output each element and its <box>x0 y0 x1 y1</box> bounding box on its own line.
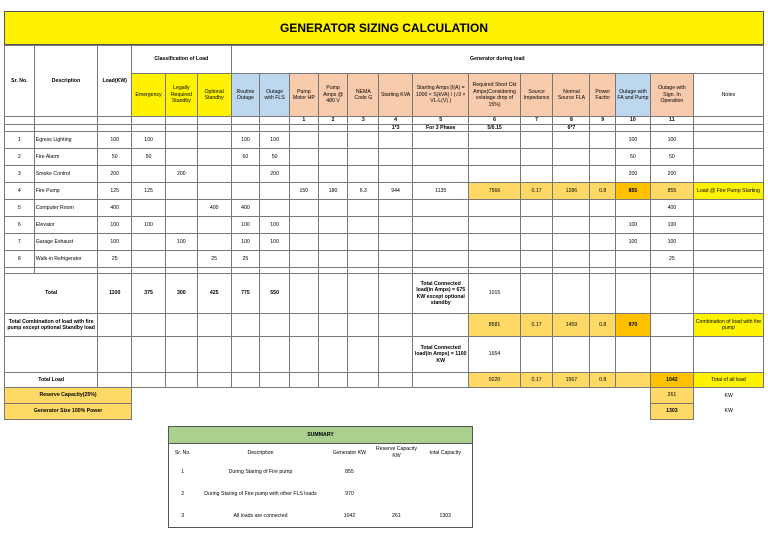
cell-sa: 1135 <box>413 183 469 200</box>
summary-sr: 2 <box>169 484 197 506</box>
cell-sc <box>469 251 520 268</box>
cell-si <box>520 132 553 149</box>
total-load-row <box>5 373 764 388</box>
table-row <box>5 234 764 251</box>
cell-pf <box>590 149 616 166</box>
total-connected-label: Total Connected load(in Amps) = 675 KW except optional standby <box>413 274 469 314</box>
cell-notes: Load @ Fire Pump Starting <box>693 183 763 200</box>
cell-fa <box>616 251 651 268</box>
cell-hp: 150 <box>290 183 319 200</box>
cell-ro: 100 <box>231 234 260 251</box>
summary-header-desc: Description <box>247 449 274 456</box>
cell-em <box>132 200 166 217</box>
header-outage-fls: Outage with FLS <box>260 74 290 117</box>
cell-si <box>520 217 553 234</box>
cell-sr: 8 <box>5 251 35 268</box>
cell-kva <box>379 234 413 251</box>
cell-ro: 50 <box>231 149 260 166</box>
cell-pf <box>590 234 616 251</box>
summary-row <box>169 462 473 484</box>
cell-amps <box>318 149 348 166</box>
table-row <box>5 251 764 268</box>
header-source-impedance: Source Impedance <box>520 74 553 117</box>
summary-sr: 1 <box>169 462 197 484</box>
cell-os: 25 <box>197 251 231 268</box>
page-title: GENERATOR SIZING CALCULATION <box>4 11 764 45</box>
generator-sizing-table <box>4 45 764 420</box>
cell-fls <box>260 183 290 200</box>
header-pump-motor-hp: Pump Motor HP <box>290 74 319 117</box>
cell-kva <box>379 251 413 268</box>
combo-fa: 970 <box>616 314 651 337</box>
header-starting-kva: Starting KVA <box>379 74 413 117</box>
cell-sr: 1 <box>5 132 35 149</box>
cell-notes <box>693 217 763 234</box>
total-optional: 425 <box>197 274 231 314</box>
total-load-pf: 0.8 <box>590 373 616 388</box>
col-number: 9 <box>590 117 616 125</box>
col-number: 6 <box>469 117 520 125</box>
header-normal-fla: Normal Source FLA <box>553 74 590 117</box>
total-short-ckt: 1015 <box>469 274 520 314</box>
cell-os <box>197 234 231 251</box>
total-legally-required: 300 <box>165 274 197 314</box>
total-load-fla: 1567 <box>553 373 590 388</box>
cell-notes <box>693 234 763 251</box>
cell-fls: 100 <box>260 132 290 149</box>
cell-fa: 100 <box>616 234 651 251</box>
cell-amps: 180 <box>318 183 348 200</box>
cell-nema <box>348 149 379 166</box>
header-load-kw: Load(KW) <box>98 46 132 117</box>
cell-amps <box>318 234 348 251</box>
cell-pf <box>590 200 616 217</box>
total-connected-1100-label: Total Connected load(in Amps) = 1100 KW <box>413 337 469 373</box>
cell-desc: Egress Lighting <box>34 132 98 149</box>
cell-lr <box>165 149 197 166</box>
header-legally-required: Legally Required Standby <box>165 74 197 117</box>
cell-lr <box>165 217 197 234</box>
cell-fla <box>553 217 590 234</box>
cell-sa <box>413 166 469 183</box>
generator-size-unit: KW <box>724 408 733 415</box>
cell-sign: 100 <box>650 234 693 251</box>
cell-fla <box>553 149 590 166</box>
cell-fls: 200 <box>260 166 290 183</box>
cell-fa: 100 <box>616 132 651 149</box>
total-label: Total <box>5 274 98 314</box>
cell-sign: 100 <box>650 217 693 234</box>
cell-pf <box>590 132 616 149</box>
combo-fla: 1459 <box>553 314 590 337</box>
col-number: 11 <box>650 117 693 125</box>
cell-nema <box>348 166 379 183</box>
cell-fla <box>553 132 590 149</box>
cell-sr: 5 <box>5 200 35 217</box>
header-short-ckt-amps: Required Short Ckt Amps(Considering volatage drop of 15%) <box>469 74 520 117</box>
header-starting-amps: Starting Amps [I(A) = 1000 × S(kVA) / (√3 × VL-L(V) ) <box>413 74 469 117</box>
cell-kva <box>379 166 413 183</box>
summary-tot <box>419 462 473 484</box>
summary-row <box>169 506 473 528</box>
cell-notes <box>693 132 763 149</box>
cell-sign: 855 <box>650 183 693 200</box>
cell-ro <box>231 183 260 200</box>
cell-fa <box>616 200 651 217</box>
cell-load: 200 <box>98 166 132 183</box>
cell-pf: 0.8 <box>590 183 616 200</box>
cell-lr <box>165 132 197 149</box>
header-power-factor: Power Factor <box>590 74 616 117</box>
cell-ro <box>231 166 260 183</box>
header-notes: Notes <box>693 74 763 117</box>
cell-fla <box>553 200 590 217</box>
cell-amps <box>318 132 348 149</box>
cell-em <box>132 234 166 251</box>
cell-desc: Fire Pump <box>34 183 98 200</box>
cell-sr: 6 <box>5 217 35 234</box>
cell-si <box>520 166 553 183</box>
cell-sa <box>413 132 469 149</box>
cell-os <box>197 132 231 149</box>
cell-fls: 50 <box>260 149 290 166</box>
cell-fls <box>260 251 290 268</box>
cell-desc: Fire Alarm <box>34 149 98 166</box>
cell-nema <box>348 132 379 149</box>
summary-gen: 970 <box>345 491 354 498</box>
cell-pf <box>590 217 616 234</box>
total-connected-short-ckt: 1654 <box>469 337 520 373</box>
cell-sa <box>413 234 469 251</box>
cell-em <box>132 166 166 183</box>
col-number: 5 <box>413 117 469 125</box>
cell-si <box>520 234 553 251</box>
cell-os: 400 <box>197 200 231 217</box>
cell-ro: 400 <box>231 200 260 217</box>
cell-load: 400 <box>98 200 132 217</box>
col-number: 4 <box>379 117 413 125</box>
cell-notes <box>693 149 763 166</box>
combo-notes: Combination of load with fire pump <box>693 314 763 337</box>
summary-tot <box>419 484 473 506</box>
cell-sc <box>469 200 520 217</box>
cell-lr <box>165 200 197 217</box>
total-fls: 550 <box>260 274 290 314</box>
header-description: Description <box>34 46 98 117</box>
cell-sign: 50 <box>650 149 693 166</box>
cell-amps <box>318 217 348 234</box>
cell-sa <box>413 149 469 166</box>
cell-sa <box>413 217 469 234</box>
formula: For 3 Phase <box>413 124 469 132</box>
cell-load: 100 <box>98 132 132 149</box>
col-number: 10 <box>616 117 651 125</box>
header-sr-no: Sr. No. <box>5 46 35 117</box>
cell-sc <box>469 149 520 166</box>
summary-header-sr: Sr. No. <box>169 444 197 462</box>
total-emergency: 375 <box>132 274 166 314</box>
col-number: 2 <box>318 117 348 125</box>
generator-size-value: 1303 <box>650 404 693 420</box>
cell-kva <box>379 132 413 149</box>
col-number: 3 <box>348 117 379 125</box>
cell-sc <box>469 234 520 251</box>
cell-nema <box>348 234 379 251</box>
cell-hp <box>290 200 319 217</box>
header-optional-standby: Optional Standby <box>197 74 231 117</box>
reserve-value: 261 <box>650 388 693 404</box>
cell-sc <box>469 166 520 183</box>
cell-nema <box>348 200 379 217</box>
cell-fla: 1286 <box>553 183 590 200</box>
header-emergency: Emergency <box>132 74 166 117</box>
combo-pf: 0.8 <box>590 314 616 337</box>
cell-load: 125 <box>98 183 132 200</box>
cell-fa: 50 <box>616 149 651 166</box>
cell-ro: 100 <box>231 132 260 149</box>
header-outage-fa-pump: Outage with FA and Pump <box>616 74 651 117</box>
formula: 6*7 <box>553 124 590 132</box>
cell-si <box>520 251 553 268</box>
total-routine: 775 <box>231 274 260 314</box>
summary-gen: 855 <box>345 469 354 476</box>
total-load-notes: Total of all load <box>693 373 763 388</box>
cell-sign: 25 <box>650 251 693 268</box>
cell-pf <box>590 251 616 268</box>
cell-sign: 100 <box>650 132 693 149</box>
summary-desc: During Staring of Fire pump with other FLS loads <box>204 491 317 498</box>
cell-em: 125 <box>132 183 166 200</box>
summary-res <box>375 484 419 506</box>
summary-res <box>375 462 419 484</box>
cell-si: 0.17 <box>520 183 553 200</box>
cell-hp <box>290 132 319 149</box>
cell-kva <box>379 149 413 166</box>
cell-nema: 6.3 <box>348 183 379 200</box>
summary-sr: 3 <box>169 506 197 528</box>
cell-load: 100 <box>98 234 132 251</box>
cell-sc <box>469 217 520 234</box>
cell-sc <box>469 132 520 149</box>
cell-load: 25 <box>98 251 132 268</box>
table-row <box>5 166 764 183</box>
reserve-label: Reserve Capacity(25%) <box>5 388 132 404</box>
header-nema-code: NEMA Code G <box>348 74 379 117</box>
summary-row <box>169 484 473 506</box>
col-number: 8 <box>553 117 590 125</box>
cell-hp <box>290 149 319 166</box>
table-row <box>5 183 764 200</box>
cell-os <box>197 166 231 183</box>
combination-row <box>5 314 764 337</box>
cell-fa: 855 <box>616 183 651 200</box>
cell-sr: 3 <box>5 166 35 183</box>
summary-gen: 1042 <box>325 506 375 528</box>
cell-amps <box>318 166 348 183</box>
cell-sr: 7 <box>5 234 35 251</box>
cell-lr: 100 <box>165 234 197 251</box>
cell-em: 50 <box>132 149 166 166</box>
cell-load: 50 <box>98 149 132 166</box>
cell-desc: Smoke Control <box>34 166 98 183</box>
cell-sign: 400 <box>650 200 693 217</box>
cell-os <box>197 183 231 200</box>
table-row <box>5 132 764 149</box>
summary-header-gen: Generator KW <box>332 449 367 456</box>
table-row <box>5 217 764 234</box>
cell-kva: 944 <box>379 183 413 200</box>
header-classification: Classification of Load <box>132 46 231 74</box>
cell-kva <box>379 200 413 217</box>
cell-fa: 200 <box>616 166 651 183</box>
total-load-value: 1042 <box>650 373 693 388</box>
cell-fa: 100 <box>616 217 651 234</box>
cell-nema <box>348 217 379 234</box>
summary-table <box>168 426 473 528</box>
cell-sc: 7566 <box>469 183 520 200</box>
header-pump-amps: Pump Amps @ 480 V <box>318 74 348 117</box>
cell-sign: 200 <box>650 166 693 183</box>
summary-header-res: Reserve Capacity KW <box>376 446 417 459</box>
cell-fls: 100 <box>260 234 290 251</box>
cell-ro: 100 <box>231 217 260 234</box>
formula: 1*3 <box>379 124 413 132</box>
cell-si <box>520 149 553 166</box>
table-row <box>5 149 764 166</box>
total-load-impedance: 0.17 <box>520 373 553 388</box>
header-routine-outage: Routine Outage <box>231 74 260 117</box>
combination-label: Total Combination of load with fire pump except optional Standby load <box>5 314 98 337</box>
cell-load: 100 <box>98 217 132 234</box>
cell-nema <box>348 251 379 268</box>
total-row <box>5 274 764 314</box>
cell-pf <box>590 166 616 183</box>
col-number: 7 <box>520 117 553 125</box>
table-row <box>5 200 764 217</box>
cell-em: 100 <box>132 217 166 234</box>
summary-header-tot: total Capacity <box>419 444 473 462</box>
summary-title: SUMMARY <box>169 427 473 444</box>
cell-sa <box>413 251 469 268</box>
header-outage-sign: Outage with Sign. In Operation <box>650 74 693 117</box>
cell-os <box>197 149 231 166</box>
summary-tot: 1303 <box>419 506 473 528</box>
cell-notes <box>693 251 763 268</box>
cell-hp <box>290 234 319 251</box>
cell-sa <box>413 200 469 217</box>
cell-lr: 200 <box>165 166 197 183</box>
cell-fla <box>553 166 590 183</box>
cell-fls: 100 <box>260 217 290 234</box>
total-connected-row <box>5 337 764 373</box>
cell-lr <box>165 183 197 200</box>
cell-sr: 4 <box>5 183 35 200</box>
cell-hp <box>290 166 319 183</box>
formula: 5/0.15 <box>469 124 520 132</box>
total-load-short-ckt: 9220 <box>469 373 520 388</box>
cell-amps <box>318 200 348 217</box>
cell-sr: 2 <box>5 149 35 166</box>
cell-hp <box>290 251 319 268</box>
cell-notes <box>693 166 763 183</box>
cell-hp <box>290 217 319 234</box>
cell-amps <box>318 251 348 268</box>
reserve-unit: KW <box>724 392 733 399</box>
cell-desc: Walk-in Refrigerator <box>34 251 98 268</box>
cell-kva <box>379 217 413 234</box>
total-load: 1100 <box>98 274 132 314</box>
cell-ro: 25 <box>231 251 260 268</box>
summary-res: 261 <box>375 506 419 528</box>
cell-em <box>132 251 166 268</box>
combo-impedance: 0.17 <box>520 314 553 337</box>
cell-si <box>520 200 553 217</box>
col-number: 1 <box>290 117 319 125</box>
generator-size-row <box>5 404 764 420</box>
reserve-row <box>5 388 764 404</box>
cell-desc: Computer Room <box>34 200 98 217</box>
cell-notes <box>693 200 763 217</box>
combo-short-ckt: 8581 <box>469 314 520 337</box>
summary-desc: All loads are connected <box>197 506 325 528</box>
cell-fla <box>553 234 590 251</box>
cell-desc: Elevator <box>34 217 98 234</box>
total-load-label: Total Load <box>5 373 98 388</box>
cell-os <box>197 217 231 234</box>
cell-em: 100 <box>132 132 166 149</box>
summary-desc: During Staring of Fire pump <box>228 469 293 476</box>
cell-fls <box>260 200 290 217</box>
cell-fla <box>553 251 590 268</box>
cell-lr <box>165 251 197 268</box>
header-generator-during-load: Generator during load <box>231 46 763 74</box>
cell-desc: Garage Exhaust <box>34 234 98 251</box>
generator-size-label: Generator Size 100% Power <box>5 404 132 420</box>
